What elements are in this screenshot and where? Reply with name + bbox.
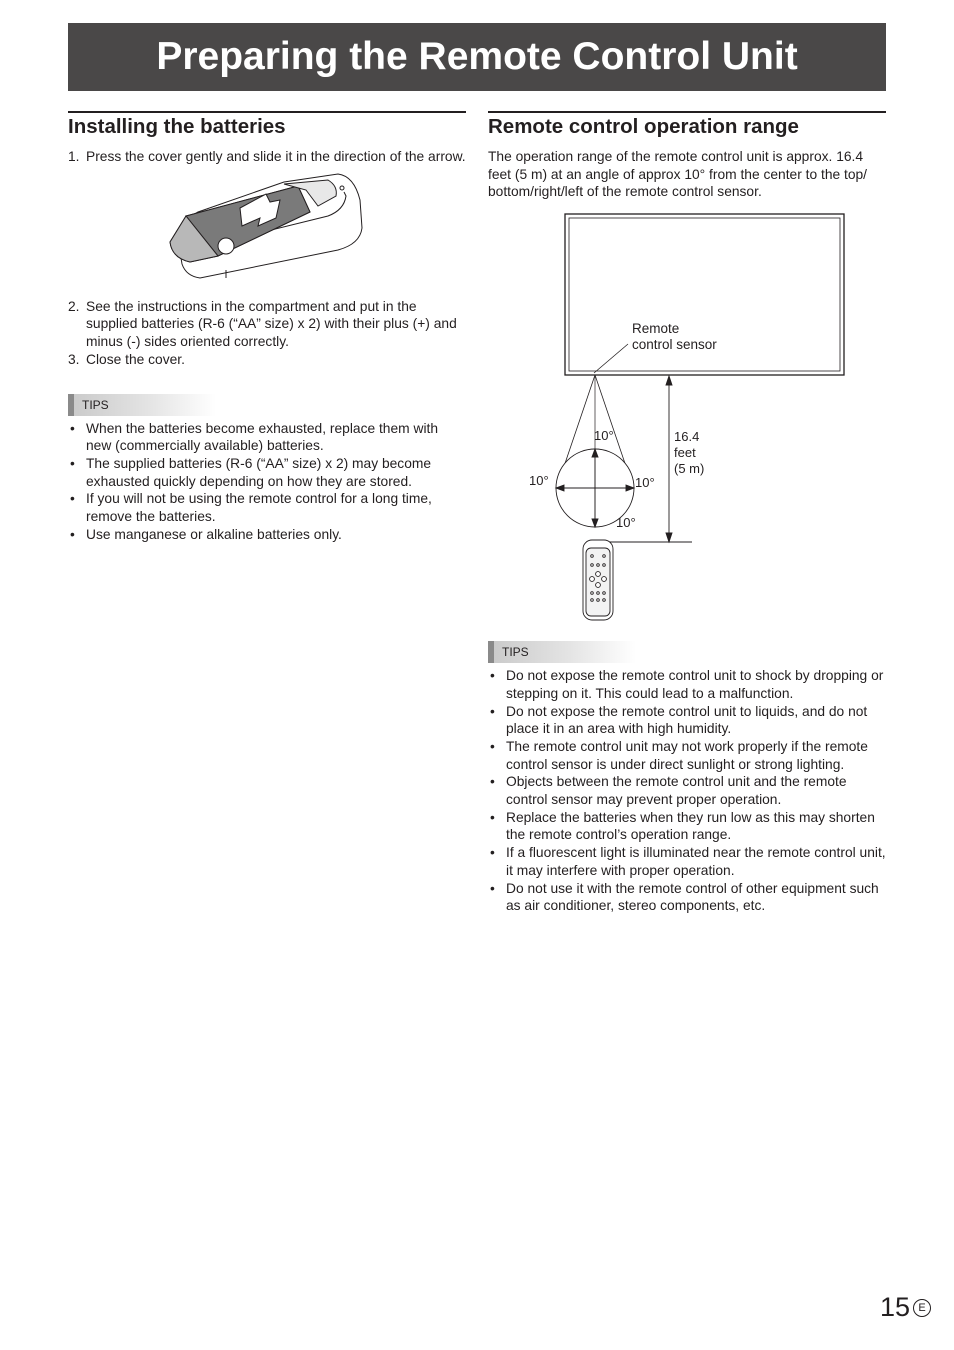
tips-label-text: TIPS xyxy=(82,397,109,412)
step-item xyxy=(68,298,466,351)
sensor-label-line2: control sensor xyxy=(632,337,717,353)
distance-label-1: 16.4 xyxy=(674,429,700,445)
tip-item: • Replace the batteries when they run low as this may shorten the remote control’s operation range. xyxy=(488,809,886,844)
angle-right-label: 10° xyxy=(635,475,655,491)
range-section xyxy=(488,111,886,915)
angle-left-label: 10° xyxy=(529,473,549,489)
step-number: 2. xyxy=(68,298,80,314)
step-text: Close the cover. xyxy=(86,351,185,367)
installing-heading: Installing the batteries xyxy=(68,111,466,139)
distance-label-3: (5 m) xyxy=(674,461,705,477)
tip-item: • Do not expose the remote control unit to liquids, and do not place it in an area with high humidity. xyxy=(488,703,886,738)
installing-steps-continued xyxy=(68,298,466,369)
tip-item: • Objects between the remote control unit and the remote control sensor may prevent proper operation. xyxy=(488,773,886,808)
language-mark: E xyxy=(913,1299,931,1317)
range-tips-list xyxy=(488,667,886,915)
remote-control-illustration xyxy=(583,540,613,620)
tip-item: • Do not use it with the remote control of other equipment such as air conditioner, stereo components, etc. xyxy=(488,880,886,915)
tips-label-text: TIPS xyxy=(502,645,529,660)
remote-back-illustration xyxy=(168,172,368,288)
step-number: 1. xyxy=(68,149,80,164)
installing-section xyxy=(68,111,466,543)
angle-bottom-label: 10° xyxy=(616,515,636,531)
step-number: 3. xyxy=(68,351,80,367)
page-number: 15 xyxy=(880,1292,911,1322)
tip-item: • If a fluorescent light is illuminated near the remote control unit, it may interfere with proper operation. xyxy=(488,844,886,879)
operation-range-diagram xyxy=(488,213,886,625)
step-item xyxy=(68,351,466,369)
tip-item: • Use manganese or alkaline batteries only. xyxy=(68,526,466,544)
angle-top-label: 10° xyxy=(594,428,614,444)
tips-label xyxy=(68,394,216,416)
page-title: Preparing the Remote Control Unit xyxy=(156,35,798,78)
sensor-label-line1: Remote xyxy=(632,321,680,337)
range-heading: Remote control operation range xyxy=(488,111,886,139)
tip-item: • If you will not be using the remote control for a long time, remove the batteries. xyxy=(68,490,466,525)
range-diagram-svg xyxy=(488,213,886,625)
step-text: Press the cover gently and slide it in the direction of the arrow. xyxy=(86,149,466,164)
distance-label-2: feet xyxy=(674,445,696,461)
page-title-banner xyxy=(68,23,886,91)
step-item xyxy=(68,148,466,166)
tips-label xyxy=(488,641,636,663)
tip-item: • Do not expose the remote control unit to shock by dropping or stepping on it. This could lead to a malfunction. xyxy=(488,667,886,702)
installing-tips-list xyxy=(68,420,466,544)
tip-item: • The remote control unit may not work properly if the remote control sensor is under direct sunlight or strong lighting. xyxy=(488,738,886,773)
tip-item: • The supplied batteries (R-6 (“AA” size) x 2) may become exhausted quickly depending on how they are stored. xyxy=(68,455,466,490)
tip-item: • When the batteries become exhausted, replace them with new (commercially available) batteries. xyxy=(68,420,466,455)
range-intro: The operation range of the remote control unit is approx. 16.4 feet (5 m) at an angle of approx 10° from the center to the top/ bottom/right/left of the remote control sensor. xyxy=(488,149,868,200)
installing-steps xyxy=(68,148,466,166)
battery-cover-illustration xyxy=(168,172,368,288)
step-text: See the instructions in the compartment and put in the supplied batteries (R-6 (“AA” size) x 2) with their plus (+) and minus (-) sides oriented correctly. xyxy=(86,298,457,350)
